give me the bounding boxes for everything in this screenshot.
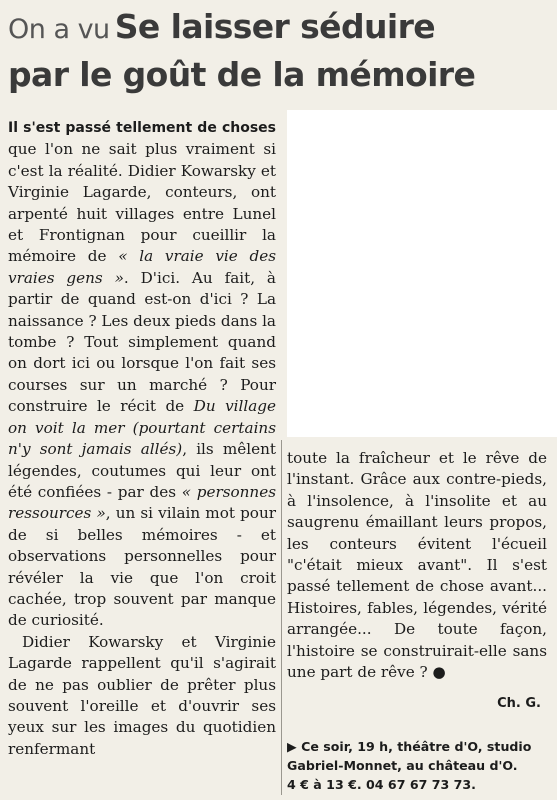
- article-column-right: [287, 448, 547, 794]
- column-rule: [281, 440, 282, 795]
- arrow-icon: ▶: [287, 738, 297, 754]
- p3-text: toute la fraîcheur et le rêve de l'instant. Grâce aux contre-pieds, à l'insolence, à l'insolite et au saugrenu émaillant leurs propos, les conteurs évitent l'écueil "c'était mieux avant". Il s'est passé tellement de chose avant... Histoires, fables, légendes, vérité arrangée... De toute façon, l'histoire se construirait-elle sans une part de rêve ?: [287, 449, 547, 682]
- info-line-2: Gabriel-Monnet, au château d'O.: [287, 757, 518, 773]
- p1-text-c: , ils mêlent légendes, coutumes qui leur ont été confiées - par des: [8, 440, 276, 501]
- paragraph-2: Didier Kowarsky et Virginie Lagarde rappellent qu'il s'agirait de ne pas oublier de prêter plus souvent l'oreille et d'ouvrir ses yeux sur les images du quotidien renfermant: [8, 632, 276, 758]
- p1-quote-1: « la vraie vie des vraies gens »: [8, 247, 277, 287]
- paragraph-3: [287, 448, 547, 683]
- p1-text-d: , un si vilain mot pour de si belles mémoires - et observations personnelles pour révéler la vie que l'on croit cachée, trop souvent par manque de curiosité.: [8, 504, 276, 630]
- p1-text-a: que l'on ne sait plus vraiment si c'est la réalité. Didier Kowarsky et Virginie Lagarde, conteurs, ont arpenté huit villages entre Lunel et Frontignan pour cueillir la mémoire de: [8, 140, 276, 266]
- photo-placeholder: [287, 110, 557, 437]
- lead-text: Il s'est passé tellement de choses: [8, 120, 276, 136]
- event-info: [287, 737, 547, 794]
- end-mark-icon: ●: [432, 663, 446, 682]
- info-line-3: 4 € à 13 €. 04 67 67 73 73.: [287, 776, 476, 792]
- signature: Ch. G.: [497, 696, 541, 712]
- title-part-2: par le goût de la mémoire: [8, 55, 476, 94]
- kicker: On a vu: [8, 14, 110, 45]
- p1-quote-2: « personnes ressources »: [8, 482, 276, 523]
- p1-text-b: . D'ici. Au fait, à partir de quand est-on d'ici ? La naissance ? Les deux pieds dans la tombe ? Tout simplement quand on dort ici ou lorsque l'on fait ses courses sur un marché ? Pour construire le récit de: [8, 268, 276, 416]
- p1-show-title: Du village on voit la mer (pourtant certains n'y sont jamais allés): [8, 397, 277, 459]
- article-column-left: [8, 117, 276, 760]
- info-line-1: Ce soir, 19 h, théâtre d'O, studio: [301, 738, 532, 754]
- headline-line-1: [8, 6, 553, 54]
- title-part-1: Se laisser séduire: [114, 7, 436, 46]
- paragraph-1: [8, 117, 276, 632]
- headline: [8, 6, 553, 96]
